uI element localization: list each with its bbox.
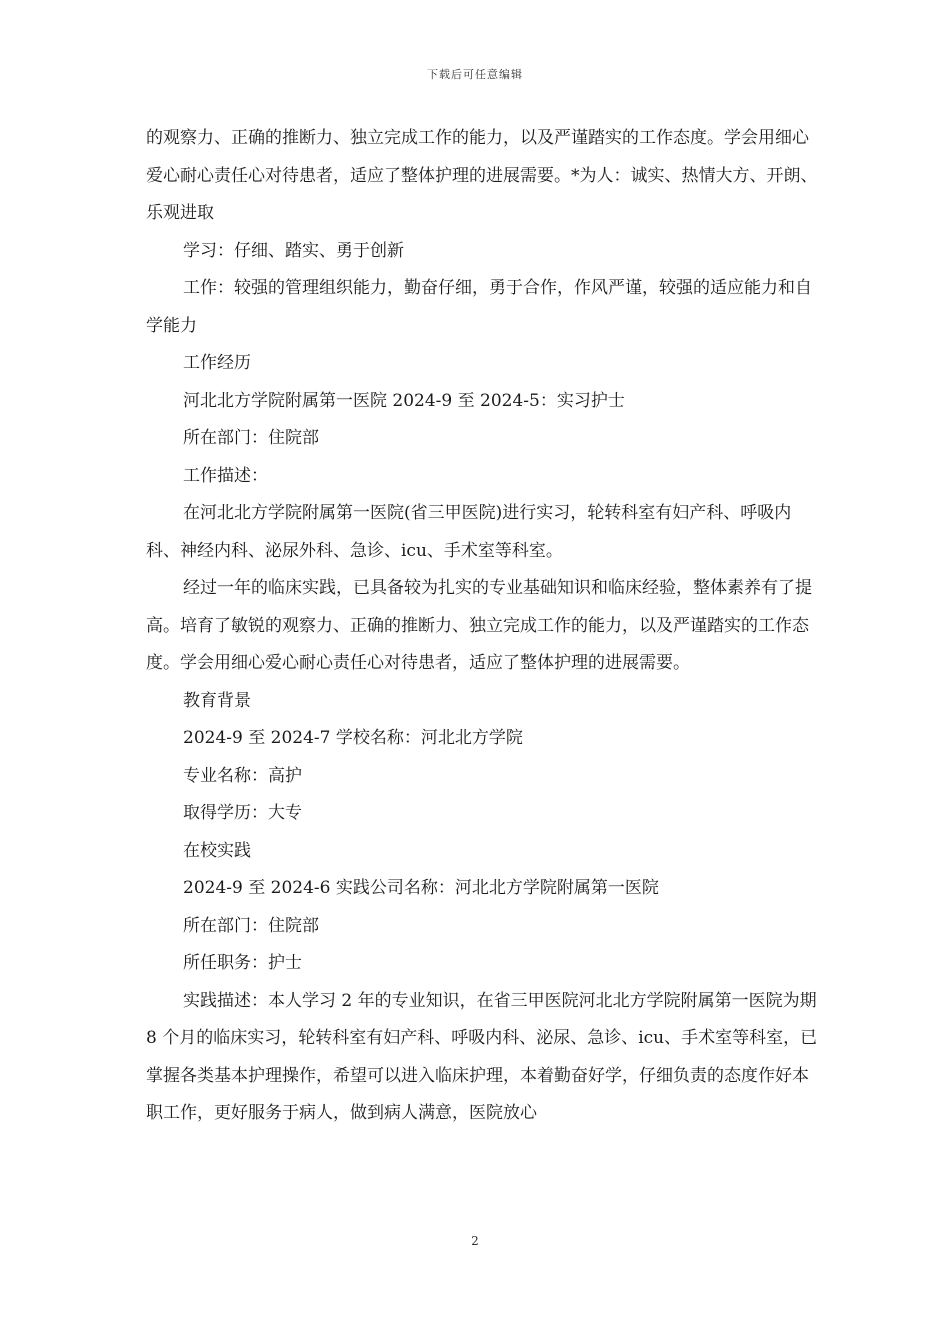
section-heading: 工作经历 [183,353,251,373]
paragraph: 所任职务：护士 [183,953,302,973]
paragraph: 所在部门：住院部 [183,915,319,936]
paragraph: 经过一年的临床实践，已具备较为扎实的专业基础知识和临床经验，整体素养有了提高。培育了敏锐的观察力、正确的推断力、独立完成工作的能力，以及严谨踏实的工作态度。学会用细心爱心耐心责任心对待患者，适应了整体护理的进展需要。 [146,578,812,673]
paragraph: 河北北方学院附属第一医院 2024-9 至 2024-5：实习护士 [183,390,625,411]
paragraph: 专业名称：高护 [183,765,302,786]
paragraph: 的观察力、正确的推断力、独立完成工作的能力，以及严谨踏实的工作态度。学会用细心爱心耐心责任心对待患者，适应了整体护理的进展需要。*为人：诚实、热情大方、开朗、乐观进取 [146,128,818,223]
paragraph: 实践描述：本人学习 2 年的专业知识，在省三甲医院河北北方学院附属第一医院为期 8 个月的临床实习，轮转科室有妇产科、呼吸内科、泌尿、急诊、icu、手术室等科室，已掌握各类基本护理操作，希望可以进入临床护理，本着勤奋好学，仔细负责的态度作好本职工作，更好服务于病人，做到病人满意，医院放心 [146,990,818,1123]
section-heading: 在校实践 [183,840,251,861]
section-heading: 教育背景 [183,690,251,711]
document-body [146,120,818,1133]
paragraph: 学习：仔细、踏实、勇于创新 [183,240,404,261]
paragraph: 取得学历：大专 [183,803,302,823]
page-header: 下载后可任意编辑 [427,68,523,81]
page-number: 2 [471,1234,479,1248]
paragraph: 工作描述： [183,465,268,486]
paragraph: 在河北北方学院附属第一医院(省三甲医院)进行实习，轮转科室有妇产科、呼吸内科、神经内科、泌尿外科、急诊、icu、手术室等科室。 [146,503,792,561]
paragraph: 所在部门：住院部 [183,428,319,448]
paragraph: 2024-9 至 2024-6 实践公司名称：河北北方学院附属第一医院 [183,878,659,898]
paragraph: 工作：较强的管理组织能力，勤奋仔细，勇于合作，作风严谨，较强的适应能力和自学能力 [146,278,812,336]
paragraph: 2024-9 至 2024-7 学校名称：河北北方学院 [183,728,523,748]
